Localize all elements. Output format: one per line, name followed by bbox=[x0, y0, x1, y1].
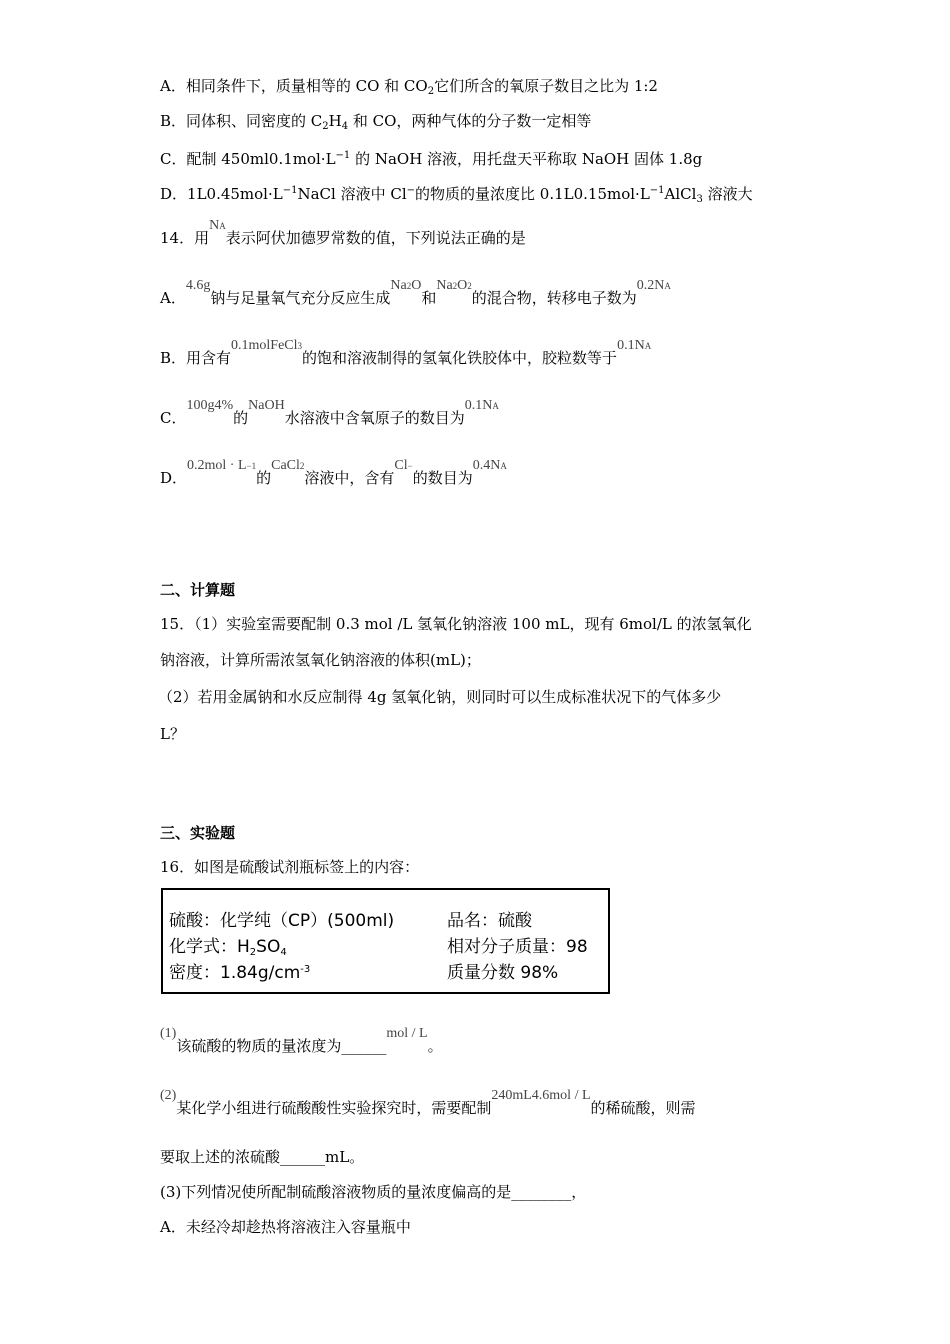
q14-option-b: B．用含有0.1molFeCl3的饱和溶液制得的氢氧化铁胶体中，胶粒数等于0.1NA bbox=[160, 338, 652, 367]
label-product-name: 品名：硫酸 bbox=[447, 911, 532, 931]
q16-part-1: (1)该硫酸的物质的量浓度为______mol / L。 bbox=[160, 1026, 443, 1055]
label-grade: 硫酸：化学纯（CP）(500ml) bbox=[169, 911, 395, 931]
q15-line-2: 钠溶液，计算所需浓氢氧化钠溶液的体积(mL)； bbox=[160, 651, 481, 669]
q15-line-1: 15．（1）实验室需要配制 0.3 mol /L 氢氧化钠溶液 100 mL，现有 6mol/L 的浓氢氧化 bbox=[160, 615, 752, 633]
q13-option-d: D．$1L0.45mol\cdot L^{-1}NaCl$ 溶液中 Cl−的物质的量浓度比 $0.1L0.15mol\cdot L^{-1}AlCl_3$ 溶液大 bbox=[160, 185, 753, 205]
q13-option-b: B．同体积、同密度的 $C_2H_4$ 和 CO，两种气体的分子数一定相等 bbox=[160, 112, 592, 132]
label-density: 密度：$1.84g/cm^{-3}$ bbox=[169, 963, 311, 983]
q16-part-2: (2)某化学小组进行硫酸酸性实验探究时，需要配制240mL4.6mol / L的稀硫酸，则需 bbox=[160, 1088, 696, 1117]
q14-option-c: C．100g4%的NaOH水溶液中含氧原子的数目为0.1NA bbox=[160, 398, 499, 427]
section-title-calculation: 二、计算题 bbox=[160, 581, 236, 599]
q16-stem: 16．如图是硫酸试剂瓶标签上的内容： bbox=[160, 858, 420, 876]
q16-part-3-option-a: A．未经冷却趁热将溶液注入容量瓶中 bbox=[160, 1218, 411, 1236]
q16-part-3: (3)下列情况使所配制硫酸溶液物质的量浓度偏高的是________， bbox=[160, 1183, 587, 1201]
q14-option-a: A．4.6g钠与足量氧气充分反应生成Na2O和Na2O2的混合物，转移电子数为0.2NA bbox=[160, 278, 671, 307]
label-mass-fraction: 质量分数 98% bbox=[447, 963, 559, 983]
q14-stem: 14．用NA表示阿伏加德罗常数的值，下列说法正确的是 bbox=[160, 218, 526, 247]
section-title-experiment: 三、实验题 bbox=[160, 824, 236, 842]
q15-line-3: （2）若用金属钠和水反应制得 4g 氢氧化钠，则同时可以生成标准状况下的气体多少 bbox=[158, 688, 722, 706]
q14-option-d: D．0.2mol · L−1的CaCl2溶液中，含有Cl−的数目为0.4NA bbox=[160, 458, 507, 487]
q15-line-4: L？ bbox=[160, 725, 185, 743]
label-molar-mass: 相对分子质量：98 bbox=[447, 937, 588, 957]
q13-option-c: C．配制 $450ml0.1mol\cdot L^{-1}$ 的 NaOH 溶液，用托盘天平称取 NaOH 固体 1.8g bbox=[160, 150, 703, 168]
q13-option-a: A．相同条件下，质量相等的 CO 和 $CO_2$它们所含的氧原子数目之比为 1:2 bbox=[160, 77, 658, 97]
q16-part-2-cont: 要取上述的浓硫酸______mL。 bbox=[160, 1148, 365, 1166]
reagent-bottle-label bbox=[161, 888, 610, 994]
label-formula: 化学式：$H_2SO_4$ bbox=[169, 937, 287, 958]
